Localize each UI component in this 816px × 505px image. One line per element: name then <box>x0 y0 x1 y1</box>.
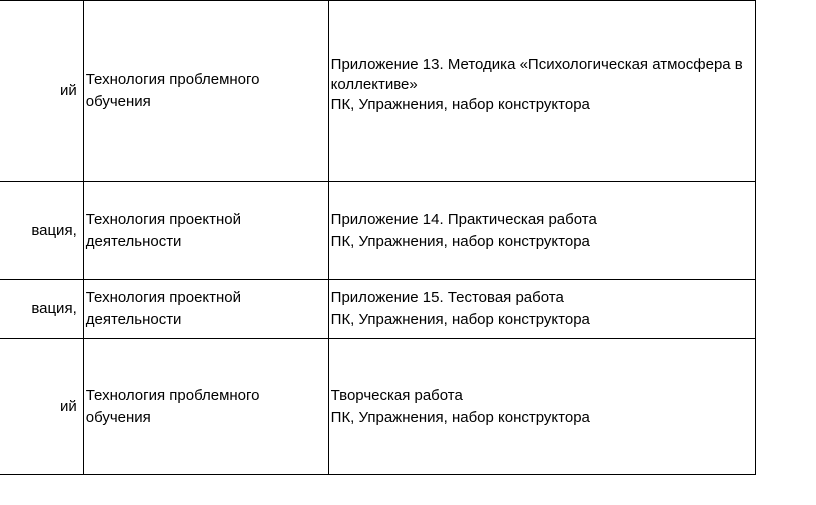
equipment-text: ПК, Упражнения, набор конструктора <box>330 232 590 250</box>
stage-text: ий <box>59 82 77 99</box>
appendix-title: Приложение 13. Методика «Психологическая атмосфера в коллективе» <box>330 56 743 93</box>
technology-text: Технология проектной деятельности <box>85 289 242 328</box>
materials-cell <box>328 339 755 475</box>
table-row <box>0 1 756 182</box>
table-row <box>0 182 756 280</box>
materials-cell <box>328 182 755 280</box>
appendix-title: Творческая работа <box>330 386 463 404</box>
equipment-text: ПК, Упражнения, набор конструктора <box>330 408 590 426</box>
technology-cell <box>83 182 328 280</box>
technology-cell <box>83 1 328 182</box>
table-row <box>0 339 756 475</box>
stage-cell <box>0 1 83 182</box>
stage-cell <box>0 280 83 339</box>
technology-cell <box>83 280 328 339</box>
stage-cell <box>0 182 83 280</box>
technology-text: Технология проблемного обучения <box>85 71 260 110</box>
appendix-title: Приложение 15. Тестовая работа <box>330 289 564 306</box>
materials-cell <box>328 280 755 339</box>
equipment-text: ПК, Упражнения, набор конструктора <box>330 311 590 328</box>
materials-cell <box>328 1 755 182</box>
stage-text: ий <box>59 397 77 415</box>
stage-text: вация, <box>31 221 77 239</box>
stage-text: вация, <box>31 300 77 317</box>
technology-text: Технология проблемного обучения <box>85 386 260 426</box>
technology-text: Технология проектной деятельности <box>85 210 242 250</box>
table-row <box>0 280 756 339</box>
technology-cell <box>83 339 328 475</box>
stage-cell <box>0 339 83 475</box>
equipment-text: ПК, Упражнения, набор конструктора <box>330 96 590 113</box>
appendix-title: Приложение 14. Практическая работа <box>330 210 597 228</box>
